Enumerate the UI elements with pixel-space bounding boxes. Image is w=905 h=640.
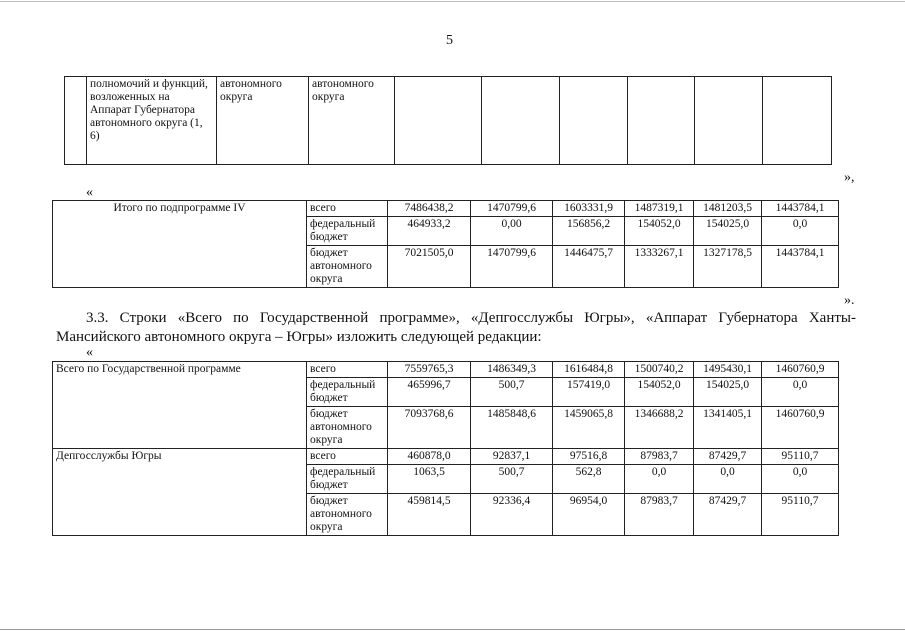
value-cell: 92336,4 xyxy=(471,494,553,536)
value-cell: 465996,7 xyxy=(388,378,471,407)
row-label: бюджет автономного округа xyxy=(307,407,388,449)
coexecutor-text: автономного округа xyxy=(309,77,395,165)
executor-text: автономного округа xyxy=(217,77,309,165)
value-cell: 95110,7 xyxy=(762,494,839,536)
value-cell: 95110,7 xyxy=(762,449,839,465)
paragraph-line: Мансийского автономного округа – Югры» изложить следующей редакции: xyxy=(56,329,542,345)
opening-quote: « xyxy=(86,185,93,200)
value-cell: 500,7 xyxy=(471,465,553,494)
row-label: федеральный бюджет xyxy=(307,378,388,407)
value-cell: 7093768,6 xyxy=(388,407,471,449)
value-cell: 1460760,9 xyxy=(762,407,839,449)
scan-edge-top xyxy=(0,1,905,2)
value-cell: 1500740,2 xyxy=(625,362,694,378)
paragraph-line: 3.3. Строки «Всего по Государственной программе», «Депгосслужбы Югры», «Аппарат Губернатора Ханты- xyxy=(86,310,856,326)
value-cell: 1443784,1 xyxy=(762,246,839,288)
value-cell: 0,0 xyxy=(694,465,762,494)
closing-quote: ». xyxy=(844,293,855,308)
value-cell: 7021505,0 xyxy=(388,246,471,288)
row-label: бюджет автономного округа xyxy=(307,246,388,288)
value-cell: 1495430,1 xyxy=(694,362,762,378)
row-label: бюджет автономного округа xyxy=(307,494,388,536)
value-cell: 0,0 xyxy=(762,465,839,494)
value-cell: 1603331,9 xyxy=(553,201,625,217)
responsibility-text: полномочий и функций, возложенных на Аппарат Губернатора автономного округа (1, 6) xyxy=(87,77,217,165)
value-cell: 154025,0 xyxy=(694,378,762,407)
value-cell: 87429,7 xyxy=(694,449,762,465)
value-cell: 1487319,1 xyxy=(625,201,694,217)
empty-cell xyxy=(560,77,628,165)
program-totals-table xyxy=(52,361,839,536)
value-cell: 7559765,3 xyxy=(388,362,471,378)
value-cell: 1063,5 xyxy=(388,465,471,494)
value-cell: 459814,5 xyxy=(388,494,471,536)
value-cell: 154052,0 xyxy=(625,378,694,407)
value-cell: 154025,0 xyxy=(694,217,762,246)
subprogram-total-table xyxy=(52,200,839,288)
row-label: федеральный бюджет xyxy=(307,217,388,246)
value-cell: 7486438,2 xyxy=(388,201,471,217)
value-cell: 1485848,6 xyxy=(471,407,553,449)
value-cell: 87983,7 xyxy=(625,494,694,536)
value-cell: 1470799,6 xyxy=(471,201,553,217)
opening-quote: « xyxy=(86,345,93,360)
value-cell: 1459065,8 xyxy=(553,407,625,449)
empty-cell xyxy=(628,77,695,165)
closing-quote: », xyxy=(844,170,855,185)
page-number: 5 xyxy=(446,33,453,48)
value-cell: 562,8 xyxy=(553,465,625,494)
row-label: всего xyxy=(307,362,388,378)
value-cell: 1481203,5 xyxy=(694,201,762,217)
group-title: Итого по подпрограмме IV xyxy=(53,201,307,288)
value-cell: 0,0 xyxy=(762,378,839,407)
row-label: всего xyxy=(307,449,388,465)
scan-edge-bottom xyxy=(0,629,905,630)
value-cell: 0,0 xyxy=(762,217,839,246)
group-title: Всего по Государственной программе xyxy=(53,362,307,449)
empty-cell xyxy=(763,77,832,165)
value-cell: 92837,1 xyxy=(471,449,553,465)
value-cell: 96954,0 xyxy=(553,494,625,536)
value-cell: 1470799,6 xyxy=(471,246,553,288)
value-cell: 1443784,1 xyxy=(762,201,839,217)
value-cell: 500,7 xyxy=(471,378,553,407)
value-cell: 156856,2 xyxy=(553,217,625,246)
table-fragment-top xyxy=(64,76,832,165)
empty-cell xyxy=(65,77,87,165)
value-cell: 1486349,3 xyxy=(471,362,553,378)
value-cell: 1446475,7 xyxy=(553,246,625,288)
value-cell: 460878,0 xyxy=(388,449,471,465)
value-cell: 1333267,1 xyxy=(625,246,694,288)
row-label: федеральный бюджет xyxy=(307,465,388,494)
empty-cell xyxy=(482,77,560,165)
value-cell: 1341405,1 xyxy=(694,407,762,449)
amendment-paragraph xyxy=(56,309,856,347)
value-cell: 1327178,5 xyxy=(694,246,762,288)
group-title: Депгосслужбы Югры xyxy=(53,449,307,536)
value-cell: 1346688,2 xyxy=(625,407,694,449)
value-cell: 1616484,8 xyxy=(553,362,625,378)
value-cell: 154052,0 xyxy=(625,217,694,246)
empty-cell xyxy=(695,77,763,165)
value-cell: 87983,7 xyxy=(625,449,694,465)
value-cell: 97516,8 xyxy=(553,449,625,465)
row-label: всего xyxy=(307,201,388,217)
value-cell: 0,0 xyxy=(625,465,694,494)
value-cell: 464933,2 xyxy=(388,217,471,246)
value-cell: 1460760,9 xyxy=(762,362,839,378)
value-cell: 157419,0 xyxy=(553,378,625,407)
value-cell: 0,00 xyxy=(471,217,553,246)
empty-cell xyxy=(395,77,482,165)
value-cell: 87429,7 xyxy=(694,494,762,536)
